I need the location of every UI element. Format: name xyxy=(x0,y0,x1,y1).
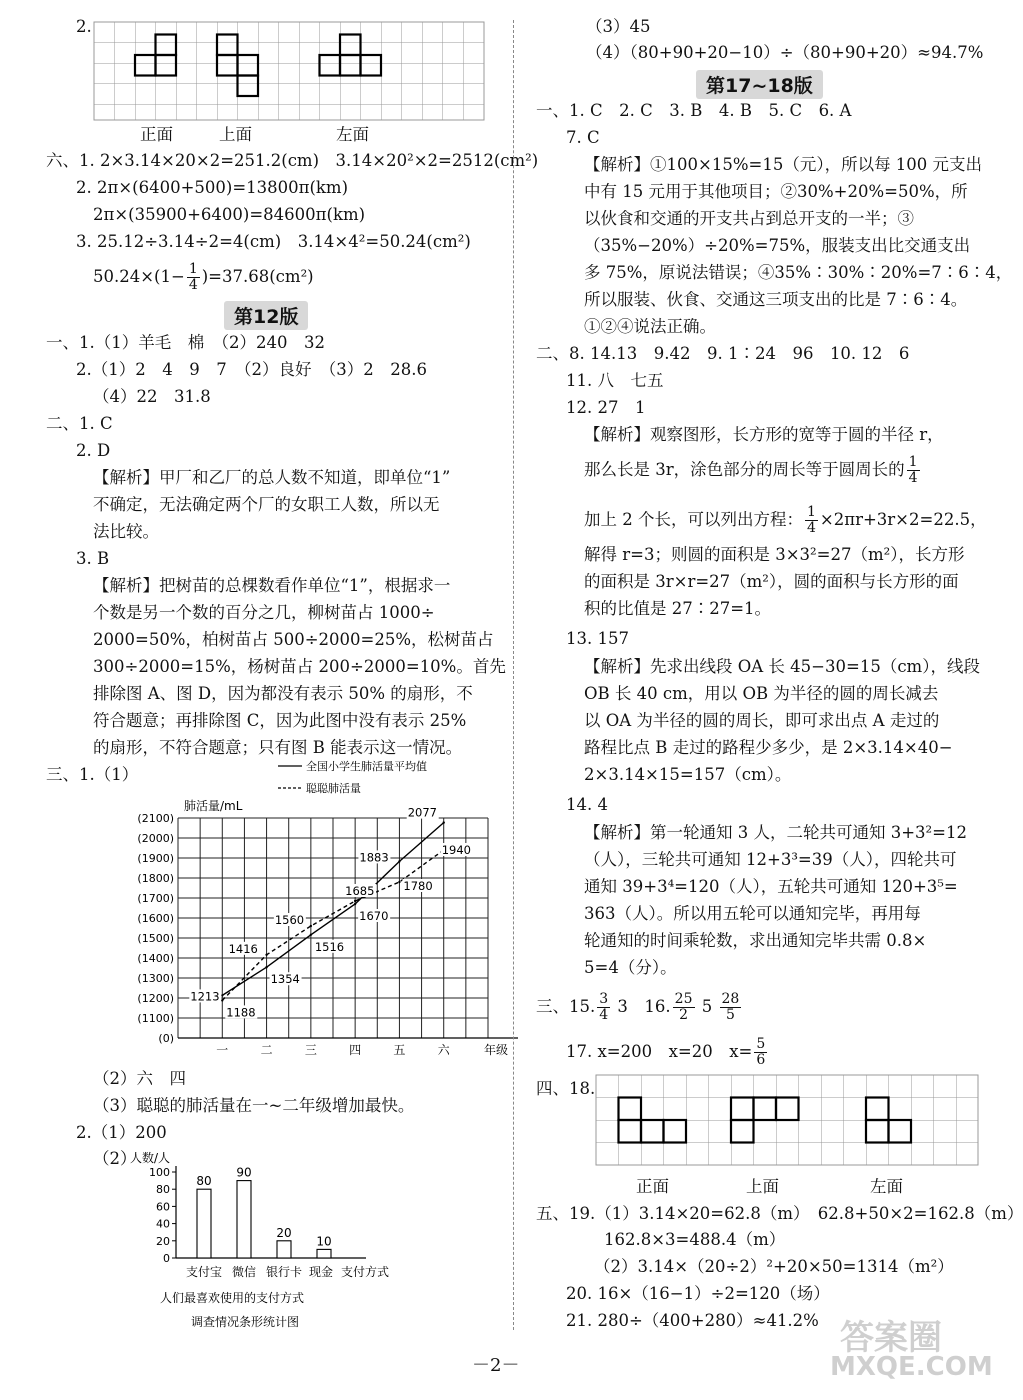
data-label: 1685 xyxy=(345,884,375,898)
answer-line: 三、1.（1） xyxy=(46,765,139,784)
explanation-line: 的面积是 3r×r=27（m²），圆的面积与长方形的面 xyxy=(584,572,959,591)
column-divider xyxy=(513,20,514,1330)
x-tick-label: 四 xyxy=(349,1043,362,1057)
answer-line: （4）（80+90+20−10）÷（80+90+20）≈94.7% xyxy=(586,43,984,62)
answer-line: （2）六 四 xyxy=(93,1069,186,1088)
y-tick-label: (2100) xyxy=(137,812,174,825)
data-point xyxy=(310,925,312,927)
view-label-left: 左面 xyxy=(336,125,369,144)
answer-line: 2. D xyxy=(76,441,111,460)
y-axis-label: 肺活量/mL xyxy=(184,799,243,813)
explanation-line: 以伙食和交通的开支共占到总开支的一半；③ xyxy=(584,209,914,228)
answer-line: 3. 25.12÷3.14÷2=4(cm) 3.14×4²=50.24(cm²) xyxy=(76,232,471,251)
data-label: 2077 xyxy=(407,805,437,820)
y-tick-label: 40 xyxy=(156,1217,170,1231)
answer-line: 二、8. 14.13 9.42 9. 1∶24 96 10. 12 6 xyxy=(536,344,910,363)
y-tick-label: (1400) xyxy=(137,952,174,965)
view-label-top: 上面 xyxy=(219,125,252,144)
watermark-url: MXQE.COM xyxy=(830,1352,993,1382)
legend-label: 聪聪肺活量 xyxy=(306,782,361,795)
view-label-top: 上面 xyxy=(746,1177,779,1196)
explanation-line: 路程比点 B 走过的路程少多少，是 2×3.14×40− xyxy=(584,738,953,757)
answer-line-fractions: 三、15. $\frac{3}{4}$ 3 16. $\frac{25}{2}$ 5 $\frac{28}{5}$ xyxy=(536,991,740,1023)
y-tick-label: 60 xyxy=(156,1200,170,1214)
y-tick-label: 20 xyxy=(156,1234,170,1248)
view-label-front: 正面 xyxy=(636,1177,669,1196)
answer-line: 14. 4 xyxy=(566,795,608,814)
explanation-line: （35%−20%）÷20%=75%，服装支出比交通支出 xyxy=(584,236,971,255)
data-label: 1188 xyxy=(226,1005,256,1020)
y-tick-label: (1500) xyxy=(137,932,174,945)
explanation-line: 300÷2000=15%，杨树苗占 200÷2000=10%。首先 xyxy=(93,657,506,676)
explanation-line: 多 75%，原说法错误；④35%∶30%∶20%=7∶6∶4， xyxy=(584,263,1013,282)
answer-line: （4）22 31.8 xyxy=(93,387,211,406)
data-label: 1213 xyxy=(190,989,220,1004)
answer-line: 3. B xyxy=(76,549,110,568)
data-label: 1560 xyxy=(274,913,305,927)
data-point xyxy=(398,881,400,883)
x-tick-label: 一 xyxy=(216,1043,229,1057)
section-title-17-18: 第17~18版 xyxy=(696,70,823,99)
explanation-line: 排除图 A、图 D，因为都没有表示 50% 的扇形，不 xyxy=(93,684,473,703)
answer-line: 一、1.（1）羊毛 棉 （2）240 32 xyxy=(46,333,325,352)
answer-line: 2.（1）2 4 9 7 （2）良好 （3）2 28.6 xyxy=(76,360,427,379)
explanation-line: （人），三轮共可通知 12+3³=39（人），四轮共可 xyxy=(584,850,957,869)
y-axis-label: 人数/人 xyxy=(130,1151,171,1165)
y-tick-label: (1700) xyxy=(137,892,174,905)
data-label: 10 xyxy=(316,1234,332,1249)
data-label: 1670 xyxy=(359,909,389,923)
explanation-line: ①②④说法正确。 xyxy=(584,317,716,336)
section-title-12: 第12版 xyxy=(224,301,308,330)
answer-line: 21. 280÷（400+280）≈41.2% xyxy=(566,1311,819,1330)
explanation-line: 【解析】第一轮通知 3 人，二轮共可通知 3+3²=12 xyxy=(584,823,967,842)
view-label-front: 正面 xyxy=(140,125,173,144)
answer-line-fraction: 50.24×(1− $\frac{1}{4}$ )=37.68(cm²) xyxy=(93,261,314,293)
bar xyxy=(317,1249,331,1258)
x-tick-label: 二 xyxy=(260,1043,273,1057)
data-point xyxy=(265,966,267,968)
answer-line: 11. 八 七五 xyxy=(566,371,664,390)
explanation-line: 【解析】观察图形，长方形的宽等于圆的半径 r， xyxy=(584,425,944,444)
data-point xyxy=(310,934,312,936)
explanation-line: 以 OA 为半径的圆的周长，即可求出点 A 走过的 xyxy=(584,711,940,730)
data-label: 1780 xyxy=(403,879,433,893)
answer-line: 7. C xyxy=(566,128,600,147)
y-tick-label: 0 xyxy=(163,1252,170,1265)
question-2-label: 2. xyxy=(76,17,92,36)
data-point xyxy=(354,900,356,902)
answer-line: （3）聪聪的肺活量在一~二年级增加最快。 xyxy=(93,1096,415,1115)
view-label-left: 左面 xyxy=(870,1177,903,1196)
explanation-line: 【解析】把树苗的总棵数看作单位“1”，根据求一 xyxy=(93,576,451,595)
explanation-line: 积的比值是 27∶27=1。 xyxy=(584,599,772,618)
data-label: 80 xyxy=(196,1174,212,1189)
explanation-line: 解得 r=3；则圆的面积是 3×3²=27（m²），长方形 xyxy=(584,545,965,564)
explanation-line: 所以服装、伙食、交通这三项支出的比是 7∶6∶4。 xyxy=(584,290,968,309)
y-tick-label: (1600) xyxy=(137,912,174,925)
data-point xyxy=(398,860,400,862)
legend-label: 全国小学生肺活量平均值 xyxy=(306,760,427,773)
payment-bar-chart xyxy=(120,1148,420,1333)
x-axis-label: 支付方式 xyxy=(340,1265,390,1279)
answer-line: 2.（1）200 xyxy=(76,1123,167,1142)
explanation-line: 通知 39+3⁴=120（人），五轮共可通知 120+3⁵= xyxy=(584,877,958,896)
x-axis-label: 年级 xyxy=(483,1043,509,1057)
y-tick-label: (0) xyxy=(158,1032,174,1045)
y-tick-label: (2000) xyxy=(137,832,174,845)
answer-line: 五、19.（1）3.14×20=62.8（m） 62.8+50×2=162.8（m） xyxy=(536,1204,1023,1223)
data-label: 1516 xyxy=(314,939,345,954)
data-label: 1416 xyxy=(228,941,258,956)
answer-line: （2） xyxy=(93,1149,137,1168)
data-label: 20 xyxy=(276,1225,292,1240)
watermark-logo: 答案圈 xyxy=(840,1318,942,1358)
data-label: 1354 xyxy=(270,972,300,987)
explanation-line: OB 长 40 cm，用以 OB 为半径的圆的周长减去 xyxy=(584,684,939,703)
bar xyxy=(197,1189,211,1258)
y-tick-label: 100 xyxy=(149,1166,170,1179)
x-tick-label: 微信 xyxy=(231,1265,257,1279)
page-number: －2－ xyxy=(472,1355,520,1376)
explanation-line: 【解析】甲厂和乙厂的总人数不知道，即单位“1” xyxy=(93,468,451,487)
y-tick-label: (1100) xyxy=(137,1012,174,1025)
y-tick-label: (1800) xyxy=(137,872,174,885)
explanation-line-fraction: 那么长是 3r，涂色部分的周长等于圆周长的 $\frac{1}{4}$ xyxy=(584,454,918,486)
explanation-line: 的扇形，不符合题意；只有图 B 能表示这一情况。 xyxy=(93,738,463,757)
explanation-line-fraction: 加上 2 个长，可以列出方程： $\frac{1}{4}$ ×2πr+3r×2=22.5， xyxy=(584,504,987,536)
views-grid-2 xyxy=(596,1075,980,1169)
data-label: 1883 xyxy=(359,850,389,865)
answer-line: （3）45 xyxy=(586,17,651,36)
explanation-line: 个数是另一个数的百分之几，柳树苗占 1000÷ xyxy=(93,603,435,622)
chart-title: 人们最喜欢使用的支付方式 xyxy=(159,1291,305,1305)
x-tick-label: 现金 xyxy=(308,1265,334,1279)
explanation-line: 363（人）。所以用五轮可以通知完毕，再用每 xyxy=(584,904,921,923)
answer-line: 13. 157 xyxy=(566,629,629,648)
data-point xyxy=(265,954,267,956)
x-tick-label: 六 xyxy=(437,1043,450,1057)
x-tick-label: 三 xyxy=(304,1043,317,1057)
answer-line: 2π×(35900+6400)=84600π(km) xyxy=(93,205,366,224)
y-tick-label: 80 xyxy=(156,1183,170,1197)
answer-line-fraction: 17. x=200 x=20 x= $\frac{5}{6}$ xyxy=(566,1036,766,1068)
data-point xyxy=(354,903,356,905)
answer-line: 六、1. 2×3.14×20×2=251.2(cm) 3.14×20²×2=2512(cm²) xyxy=(46,151,539,170)
chart-subtitle: 调查情况条形统计图 xyxy=(190,1315,300,1329)
answer-line: 2. 2π×(6400+500)=13800π(km) xyxy=(76,178,349,197)
y-tick-label: (1300) xyxy=(137,972,174,985)
bar xyxy=(277,1241,291,1258)
answer-line: 20. 16×（16−1）÷2=120（场） xyxy=(566,1284,830,1303)
explanation-line: 5=4（分）。 xyxy=(584,958,677,977)
explanation-line: 2000=50%，柏树苗占 500÷2000=25%，松树苗占 xyxy=(93,630,494,649)
answer-line: 162.8×3=488.4（m） xyxy=(604,1230,786,1249)
views-grid-1 xyxy=(94,22,490,122)
data-label: 1940 xyxy=(441,843,471,857)
explanation-line: 中有 15 元用于其他项目；②30%+20%=50%，所 xyxy=(584,182,968,201)
y-tick-label: (1900) xyxy=(137,852,174,865)
data-label: 90 xyxy=(236,1165,252,1180)
x-tick-label: 五 xyxy=(393,1043,406,1057)
answer-line: 12. 27 1 xyxy=(566,398,646,417)
y-tick-label: (1200) xyxy=(137,992,174,1005)
explanation-line: 2×3.14×15=157（cm）。 xyxy=(584,765,792,784)
explanation-line: 符合题意；再排除图 C，因为此图中没有表示 25% xyxy=(93,711,467,730)
explanation-line: 法比较。 xyxy=(93,522,159,541)
lung-capacity-line-chart xyxy=(120,758,509,1058)
explanation-line: 轮通知的时间乘轮数，求出通知完毕共需 0.8× xyxy=(584,931,927,950)
answer-line: 二、1. C xyxy=(46,414,113,433)
data-point xyxy=(221,994,223,996)
data-point xyxy=(443,821,445,823)
question-18-label: 四、18. xyxy=(536,1079,596,1098)
explanation-line: 【解析】先求出线段 OA 长 45−30=15（cm），线段 xyxy=(584,657,980,676)
explanation-line: 【解析】①100×15%=15（元），所以每 100 元支出 xyxy=(584,155,983,174)
bar xyxy=(237,1181,251,1258)
data-point xyxy=(221,999,223,1001)
answer-line: （2）3.14×（20÷2）²+20×50=1314（m²） xyxy=(594,1257,954,1276)
x-tick-label: 银行卡 xyxy=(265,1265,303,1279)
explanation-line: 不确定，无法确定两个厂的女职工人数，所以无 xyxy=(93,495,440,514)
answer-line: 一、1. C 2. C 3. B 4. B 5. C 6. A xyxy=(536,101,852,120)
x-tick-label: 支付宝 xyxy=(185,1265,223,1279)
